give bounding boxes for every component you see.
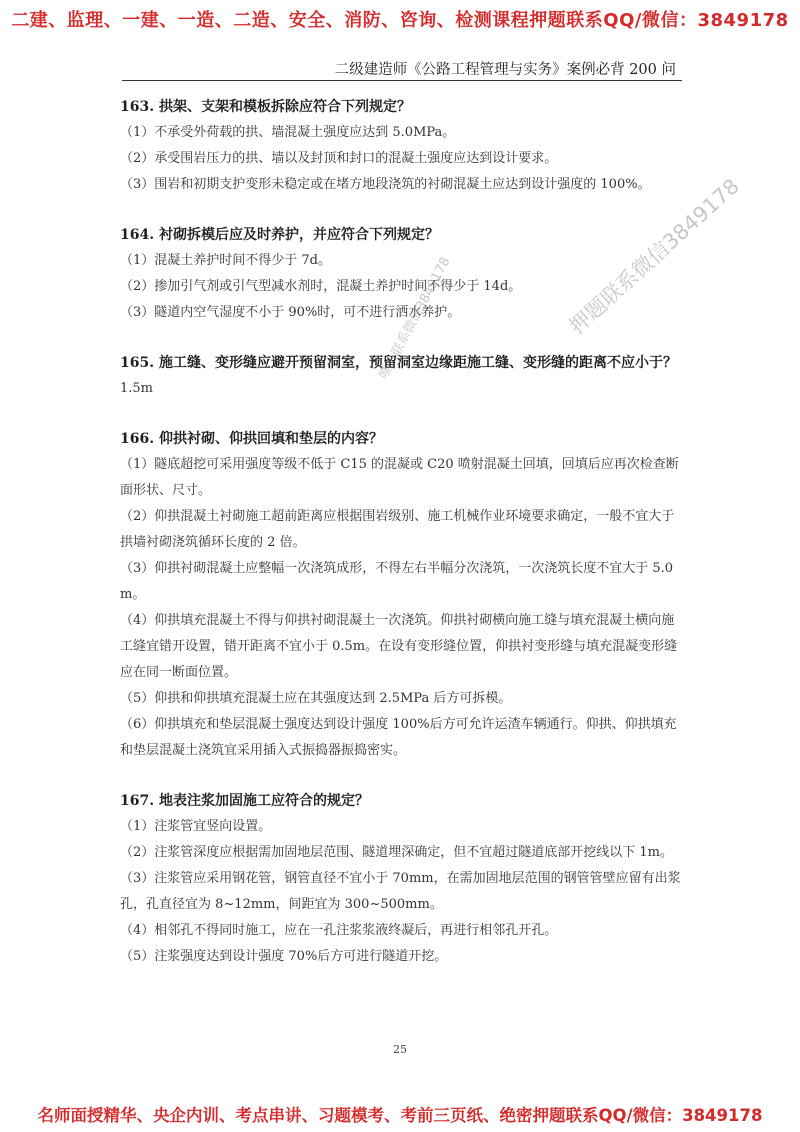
answer-line: （1）注浆管宜竖向设置。 xyxy=(120,819,272,834)
answer-line: （2）承受围岩压力的拱、墙以及封顶和封口的混凝土强度应达到设计要求。 xyxy=(120,151,558,166)
page-content xyxy=(120,94,685,994)
answer-line: 1.5m xyxy=(120,381,154,396)
answer-line: （4）仰拱填充混凝土不得与仰拱衬砌混凝土一次浇筑。仰拱衬砌横向施工缝与填充混凝土横向施工缝宜错开设置，错开距离不宜小于 0.5m。在设有变形缝位置，仰拱衬变形缝与填充混凝变形缝应在同一断面位置。 xyxy=(120,613,678,680)
answer-line: （5）仰拱和仰拱填充混凝土应在其强度达到 2.5MPa 后方可拆模。 xyxy=(120,691,512,706)
question-164 xyxy=(120,222,685,326)
answer-line: （5）注浆强度达到设计强度 70%后方可进行隧道开挖。 xyxy=(120,949,448,964)
answer-line: （2）注浆管深度应根据需加固地层范围、隧道埋深确定，但不宜超过隧道底部开挖线以下 1m。 xyxy=(120,845,674,860)
answer-line: （4）相邻孔不得同时施工，应在一孔注浆浆液终凝后，再进行相邻孔开孔。 xyxy=(120,923,558,938)
answer-line: （6）仰拱填充和垫层混凝土强度达到设计强度 100%后方可允许运渣车辆通行。仰拱、仰拱填充和垫层混凝土浇筑宜采用插入式振捣器振捣密实。 xyxy=(120,717,677,758)
answer-line: （1）不承受外荷载的拱、墙混凝土强度应达到 5.0MPa。 xyxy=(120,125,456,140)
question-title: 166. 仰拱衬砌、仰拱回填和垫层的内容？ xyxy=(120,431,383,447)
answer-line: （3）仰拱衬砌混凝土应整幅一次浇筑成形，不得左右半幅分次浇筑，一次浇筑长度不宜大于 5.0m。 xyxy=(120,561,674,602)
question-166 xyxy=(120,426,685,764)
page-number: 25 xyxy=(393,1043,407,1056)
running-header: 二级建造师《公路工程管理与实务》案例必背 200 问 xyxy=(334,62,676,78)
answer-line: （3）注浆管应采用钢花管，钢管直径不宜小于 70mm，在需加固地层范围的钢管管壁应留有出浆孔，孔直径宜为 8~12mm，间距宜为 300~500mm。 xyxy=(120,871,681,912)
answer-line: （2）仰拱混凝土衬砌施工超前距离应根据围岩级别、施工机械作业环境要求确定，一般不宜大于拱墙衬砌浇筑循环长度的 2 倍。 xyxy=(120,509,675,550)
question-title: 164. 衬砌拆模后应及时养护，并应符合下列规定？ xyxy=(120,227,439,243)
question-title: 167. 地表注浆加固施工应符合的规定？ xyxy=(120,793,369,809)
question-165 xyxy=(120,350,685,402)
diagonal-watermark: 押题联系微信3849178 xyxy=(564,174,744,339)
top-promo-banner: 二建、监理、一建、一造、二造、安全、消防、咨询、检测课程押题联系QQ/微信：3849178 xyxy=(11,10,789,31)
question-title: 163. 拱架、支架和模板拆除应符合下列规定？ xyxy=(120,99,411,115)
answer-line: （3）隧道内空气湿度不小于 90%时，可不进行洒水养护。 xyxy=(120,305,461,320)
question-167 xyxy=(120,788,685,970)
answer-line: （1）混凝土养护时间不得少于 7d。 xyxy=(120,253,331,268)
answer-line: （2）掺加引气剂或引气型减水剂时，混凝土养护时间不得少于 14d。 xyxy=(120,279,522,294)
bottom-promo-banner: 名师面授精华、央企内训、考点串讲、习题模考、考前三页纸、绝密押题联系QQ/微信：3849178 xyxy=(37,1106,763,1125)
header-rule xyxy=(122,80,682,81)
answer-line: （3）围岩和初期支护变形未稳定或在堵方地段浇筑的衬砌混凝土应达到设计强度的 100%。 xyxy=(120,177,651,192)
answer-line: （1）隧底超挖可采用强度等级不低于 C15 的混凝或 C20 喷射混凝土回填，回填后应再次检查断面形状、尺寸。 xyxy=(120,457,679,498)
question-title: 165. 施工缝、变形缝应避开预留洞室，预留洞室边缘距施工缝、变形缝的距离不应小于？ xyxy=(120,355,677,371)
diagonal-watermark: 唯一联系微信3849178 xyxy=(376,254,454,382)
question-163 xyxy=(120,94,685,198)
